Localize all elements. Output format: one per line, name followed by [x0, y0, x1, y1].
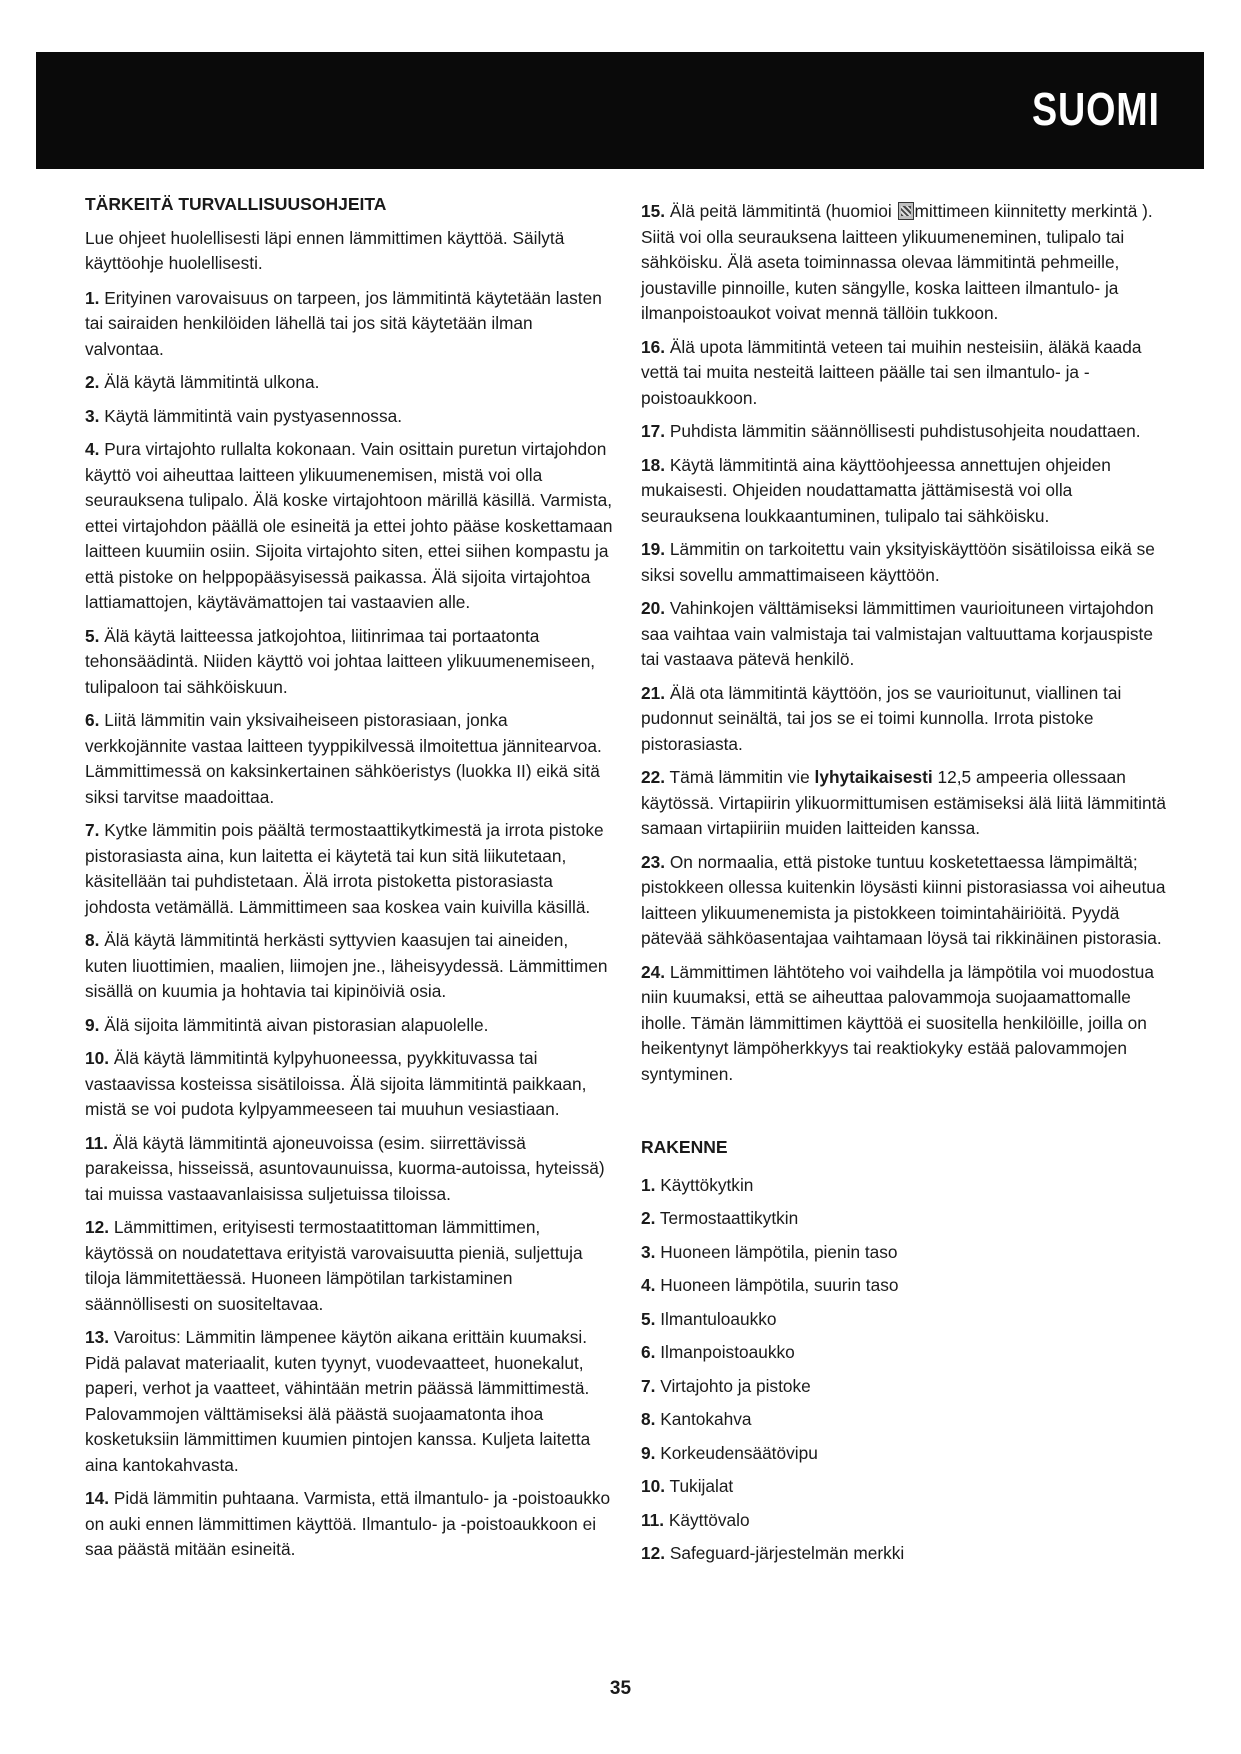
part-item	[641, 1541, 1169, 1566]
item-number: 18.	[641, 454, 666, 475]
item-text: Pura virtajohto rullalta kokonaan. Vain osittain puretun virtajohdon käyttö voi aiheuttaa laitteen ylikuumenemisen, mistä voi olla seurauksena tulipalo. Älä koske virtajohtoon märillä käsillä. Varmista, ettei virtajohdon päällä ole esineitä ja ettei johto pääse koskettamaan laitteen kuumiin osiin. Sijoita virtajohto siten, ettei siihen kompastu ja että pistoke on helppopääsyisessä paikassa. Älä sijoita virtajohtoa lattiamattojen, käytävämattojen tai vastaavien alle.	[85, 439, 613, 612]
part-item	[641, 1240, 1169, 1265]
safety-item	[85, 1013, 613, 1039]
part-item	[641, 1441, 1169, 1466]
hazard-label-icon	[898, 202, 914, 220]
safety-item	[85, 1215, 613, 1317]
item-number: 5.	[85, 625, 100, 646]
item-number: 14.	[85, 1488, 110, 1508]
safety-section-title: TÄRKEITÄ TURVALLISUUSOHJEITA	[85, 194, 387, 214]
rakenne-section	[641, 1135, 1169, 1566]
part-number: 8.	[641, 1409, 656, 1429]
item-text: Älä käytä laitteessa jatkojohtoa, liitinrimaa tai portaatonta tehonsäädintä. Niiden käyttö voi johtaa laitteen ylikuumenemiseen, tulipaloon tai sähköiskuun.	[85, 625, 596, 697]
item-number: 10.	[85, 1048, 110, 1068]
safety-item	[641, 681, 1169, 758]
item-text: Älä sijoita lämmitintä aivan pistorasian alapuolelle.	[104, 1014, 489, 1035]
safety-item	[85, 1046, 613, 1123]
part-item	[641, 1173, 1169, 1198]
item-text: Liitä lämmitin vain yksivaiheiseen pistorasiaan, jonka verkkojännite vastaa laitteen tyyppikilvessä ilmoitettua jännitearvoa. Lämmittimessä on kaksinkertainen sähköeristys (luokka II) eikä sitä siksi tarvitse maadoittaa.	[85, 710, 602, 807]
safety-intro: Lue ohjeet huolellisesti läpi ennen lämmittimen käyttöä. Säilytä käyttöohje huolellisesti.	[85, 227, 565, 273]
item-text: Erityinen varovaisuus on tarpeen, jos lämmitintä käytetään lasten tai sairaiden henkilöiden lähellä tai jos sitä käytetään ilman valvontaa.	[85, 287, 602, 359]
part-label: Virtajohto ja pistoke	[660, 1375, 811, 1396]
item-number: 24.	[641, 961, 666, 982]
part-item	[641, 1374, 1169, 1399]
part-item	[641, 1407, 1169, 1432]
part-number: 3.	[641, 1241, 656, 1262]
safety-item	[85, 370, 613, 396]
part-item	[641, 1307, 1169, 1332]
safety-item	[641, 850, 1169, 952]
item-text: Puhdista lämmitin säännöllisesti puhdistusohjeita noudattaen.	[669, 421, 1141, 441]
item-text: Tämä lämmitin vie	[669, 767, 815, 787]
left-column	[85, 192, 613, 1571]
item-text: Käytä lämmitintä vain pystyasennossa.	[104, 405, 402, 426]
part-label: Ilmanpoistoaukko	[660, 1342, 795, 1362]
safety-item	[641, 596, 1169, 673]
safety-item	[85, 928, 613, 1005]
right-column	[641, 199, 1169, 1575]
part-label: Ilmantuloaukko	[660, 1308, 777, 1329]
item-text: 12,5 ampeeria ollessaan käytössä. Virtapiirin ylikuormittumisen estämiseksi älä liitä lämmitintä samaan virtapiiriin muiden laitteiden kanssa.	[641, 767, 1167, 838]
safety-item	[85, 286, 613, 363]
safety-item-22	[641, 765, 1169, 842]
part-number: 9.	[641, 1442, 656, 1463]
item-text: mittimeen kiinnitetty merkintä ). Siitä voi olla seurauksena laitteen ylikuumeneminen, tulipalo tai sähköisku. Älä aseta toiminnassa olevaa lämmitintä pehmeille, joustaville pinnoille, kuten sängylle, koska laitteen ilmantulo- ja ilmanpoistoaukot voivat mennä tällöin tukkoon.	[641, 201, 1153, 323]
safety-item	[641, 960, 1169, 1088]
item-text: Älä upota lämmitintä veteen tai muihin nesteisiin, äläkä kaada vettä tai muita nesteitä laitteen päälle tai sen ilmantulo- ja -poistoaukkoon.	[641, 336, 1142, 408]
part-item	[641, 1474, 1169, 1499]
part-number: 12.	[641, 1543, 666, 1563]
item-number: 7.	[85, 820, 100, 840]
item-number: 20.	[641, 598, 666, 618]
item-text: Lämmitin on tarkoitettu vain yksityiskäyttöön sisätiloissa eikä se siksi sovellu ammattimaiseen käyttöön.	[641, 539, 1155, 585]
part-label: Kantokahva	[660, 1409, 752, 1429]
part-number: 2.	[641, 1208, 656, 1228]
item-number: 4.	[85, 439, 100, 459]
item-text: Kytke lämmitin pois päältä termostaattikytkimestä ja irrota pistoke pistorasiasta aina, kun laitetta ei käytetä tai kun sitä liikutetaan, käsitellään tai puhdistetaan. Älä irrota pistoketta pistorasiasta johdosta vetämällä. Lämmittimeen saa koskea vain kuivilla käsillä.	[85, 820, 604, 917]
item-number: 2.	[85, 372, 100, 392]
safety-item	[85, 1486, 613, 1563]
item-number: 22.	[641, 767, 666, 787]
item-text: On normaalia, että pistoke tuntuu kosketettaessa lämpimältä; pistokkeen ollessa kuitenkin löysästi kiinni pistorasiassa voi aiheutua laitteen ylikuumenemista ja pistokkeen toimintahäiriöitä. Pyydä pätevää sähköasentajaa vaihtamaan löysä tai rikkinäinen pistorasia.	[641, 851, 1166, 948]
part-number: 6.	[641, 1342, 656, 1362]
part-label: Käyttökytkin	[660, 1174, 754, 1195]
safety-item-15	[641, 199, 1169, 327]
part-label: Huoneen lämpötila, suurin taso	[660, 1275, 899, 1295]
item-text: Älä käytä lämmitintä kylpyhuoneessa, pyykkituvassa tai vastaavissa kosteissa sisätiloissa. Älä sijoita lämmitintä paikkaan, mistä se voi pudota kylpyammeeseen tai muuhun vesiastiaan.	[85, 1048, 587, 1119]
page-number: 35	[609, 1678, 632, 1699]
item-text: Älä peitä lämmitintä (huomioi	[669, 201, 897, 221]
part-label: Termostaattikytkin	[659, 1208, 799, 1228]
part-label: Safeguard-järjestelmän merkki	[669, 1543, 905, 1563]
language-title: SUOMI	[1032, 83, 1160, 135]
part-label: Käyttövalo	[668, 1509, 750, 1530]
part-number: 1.	[641, 1174, 656, 1195]
part-label: Korkeudensäätövipu	[660, 1442, 818, 1463]
item-text: Älä käytä lämmitintä ajoneuvoissa (esim. siirrettävissä parakeissa, hisseissä, asuntovaunuissa, kuorma-autoissa, hyteissä) tai muissa vastaavanlaisissa suljetuissa tiloissa.	[85, 1132, 605, 1204]
part-label: Tukijalat	[669, 1476, 734, 1496]
item-text: Lämmittimen lähtöteho voi vaihdella ja lämpötila voi muodostua niin kuumaksi, että se aiheuttaa palovammoja suojaamattomalle iholle. Tämän lämmittimen käyttöä ei suositella henkilöille, joilla on heikentynyt lämpöherkkyys tai reaktiokyky estää palovammojen syntyminen.	[641, 961, 1154, 1084]
item-number: 21.	[641, 682, 666, 703]
safety-list-left	[85, 286, 613, 1563]
item-number: 23.	[641, 851, 666, 872]
safety-list-right	[641, 335, 1169, 758]
part-number: 7.	[641, 1375, 656, 1396]
part-item	[641, 1273, 1169, 1298]
item-text: Varoitus: Lämmitin lämpenee käytön aikana erittäin kuumaksi. Pidä palavat materiaalit, kuten tyynyt, vuodevaatteet, huonekalut, paperi, verhot ja vaatteet, vähintään metrin päässä lämmittimestä. Palovammojen välttämiseksi älä päästä suojaamatonta ihoa kosketuksiin lämmittimen kuumien pintojen kanssa. Kuljeta laitetta aina kantokahvasta.	[85, 1327, 591, 1475]
safety-item	[641, 335, 1169, 412]
safety-item	[85, 1131, 613, 1208]
item-number: 6.	[85, 710, 100, 730]
safety-item	[85, 818, 613, 920]
part-label: Huoneen lämpötila, pienin taso	[660, 1241, 898, 1262]
item-text: Älä käytä lämmitintä herkästi syttyvien kaasujen tai aineiden, kuten liuottimien, maalien, liimojen jne., läheisyydessä. Lämmittimen sisällä on kuumia ja hohtavia tai kipinöiviä osia.	[85, 930, 608, 1001]
part-item	[641, 1340, 1169, 1365]
safety-item	[85, 624, 613, 701]
item-number: 16.	[641, 336, 666, 357]
safety-item	[641, 537, 1169, 588]
part-number: 11.	[641, 1509, 665, 1530]
part-number: 10.	[641, 1476, 666, 1496]
item-number: 11.	[85, 1132, 109, 1153]
item-number: 1.	[85, 287, 100, 308]
part-item	[641, 1206, 1169, 1231]
item-number: 15.	[641, 201, 666, 221]
item-number: 3.	[85, 405, 100, 426]
parts-list	[641, 1173, 1169, 1567]
safety-item	[85, 1325, 613, 1478]
item-text: Lämmittimen, erityisesti termostaatittoman lämmittimen, käytössä on noudatettava erityistä varovaisuutta pieniä, suljettuja tiloja lämmitettäessä. Huoneen lämpötilan tarkistaminen säännöllisesti on suositeltavaa.	[85, 1217, 583, 1314]
item-number: 17.	[641, 421, 666, 441]
safety-item	[641, 453, 1169, 530]
item-text: Pidä lämmitin puhtaana. Varmista, että ilmantulo- ja -poistoaukko on auki ennen lämmittimen käyttöä. Ilmantulo- ja -poistoaukkoon ei saa päästä mitään esineitä.	[85, 1488, 611, 1559]
item-number: 8.	[85, 930, 100, 950]
safety-item	[85, 708, 613, 810]
safety-item	[641, 419, 1169, 445]
item-text: Älä ota lämmitintä käyttöön, jos se vaurioitunut, viallinen tai pudonnut seinältä, tai jos se ei toimi kunnolla. Irrota pistoke pistorasiasta.	[641, 682, 1122, 754]
rakenne-title: RAKENNE	[641, 1137, 728, 1157]
item-number: 13.	[85, 1327, 110, 1347]
item-text: Vahinkojen välttämiseksi lämmittimen vaurioituneen virtajohdon saa vaihtaa vain valmistaja tai valmistajan valtuuttama korjauspiste tai vastaava pätevä henkilö.	[641, 598, 1154, 669]
item-text: Käytä lämmitintä aina käyttöohjeessa annettujen ohjeiden mukaisesti. Ohjeiden noudattamatta jättämisestä voi olla seurauksena loukkaantuminen, tulipalo tai sähköisku.	[641, 454, 1111, 526]
header-bar	[36, 52, 1204, 169]
safety-list-tail	[641, 850, 1169, 1088]
part-item	[641, 1508, 1169, 1533]
item-text: Älä käytä lämmitintä ulkona.	[104, 372, 320, 392]
item-number: 19.	[641, 539, 666, 559]
part-number: 5.	[641, 1308, 656, 1329]
part-number: 4.	[641, 1275, 656, 1295]
item-emphasis: lyhytaikaisesti	[814, 767, 933, 787]
safety-item	[85, 404, 613, 430]
safety-item	[85, 437, 613, 616]
item-number: 9.	[85, 1014, 100, 1035]
item-number: 12.	[85, 1217, 110, 1237]
